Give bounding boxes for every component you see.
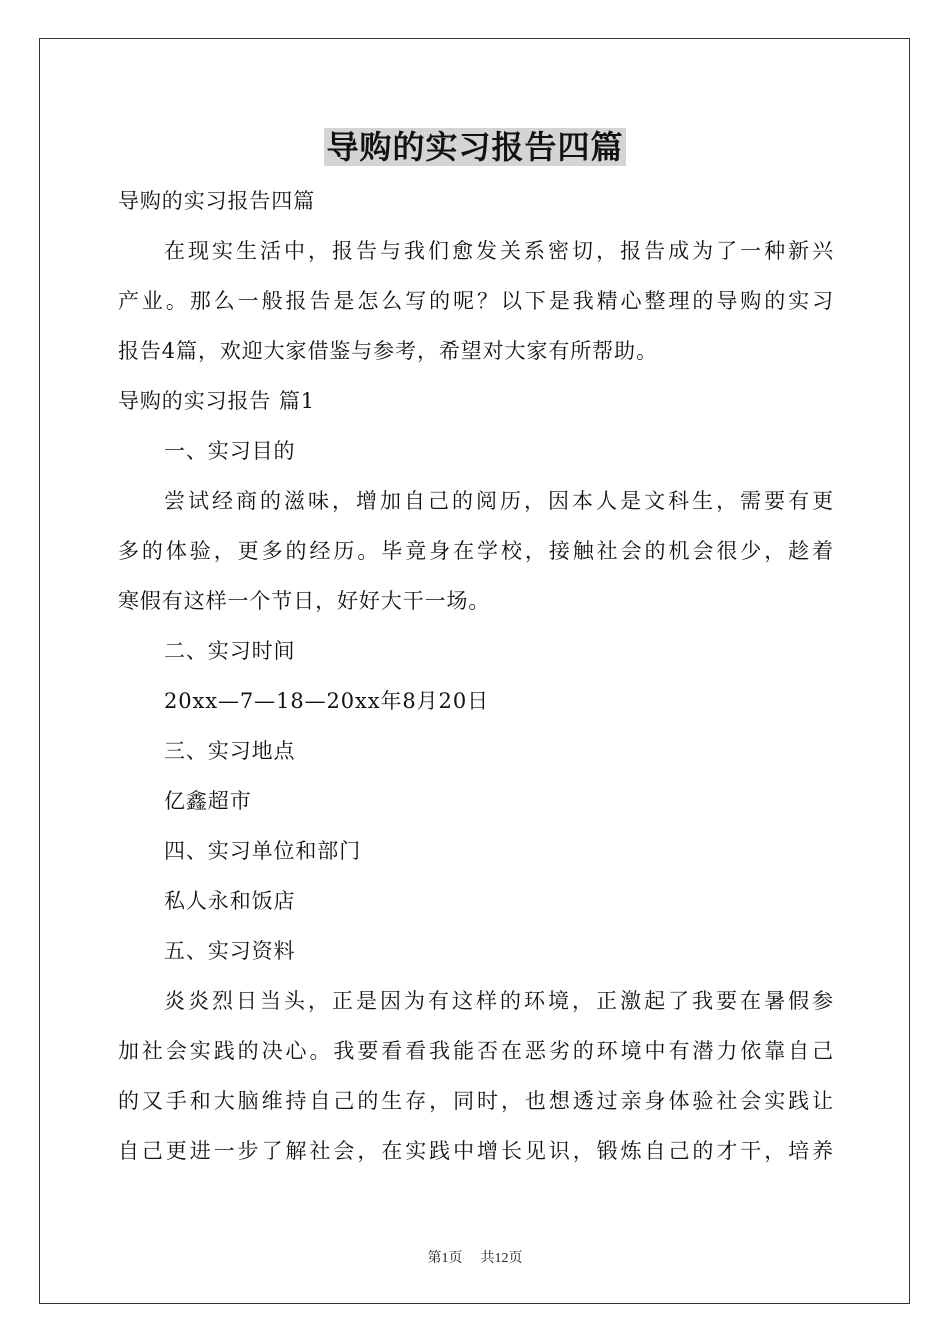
body-line: 在现实生活中，报告与我们愈发关系密切，报告成为了一种新兴 xyxy=(164,239,834,263)
body-line: 多的体验，更多的经历。毕竟身在学校，接触社会的机会很少，趁着 xyxy=(118,539,834,563)
document-body xyxy=(118,176,834,1176)
body-line: 20xx—7—18—20xx年8月20日 xyxy=(164,689,489,713)
body-line: 报告4篇，欢迎大家借鉴与参考，希望对大家有所帮助。 xyxy=(118,339,658,363)
body-line: 三、实习地点 xyxy=(164,739,296,763)
body-line: 尝试经商的滋味，增加自己的阅历，因本人是文科生，需要有更 xyxy=(164,489,834,513)
body-line: 四、实习单位和部门 xyxy=(164,839,362,863)
body-line: 自己更进一步了解社会，在实践中增长见识，锻炼自己的才干，培养 xyxy=(118,1139,834,1163)
body-line: 导购的实习报告 篇1 xyxy=(118,389,316,413)
body-line: 的又手和大脑维持自己的生存，同时，也想透过亲身体验社会实践让 xyxy=(118,1089,834,1113)
body-line: 一、实习目的 xyxy=(164,439,296,463)
body-line: 亿鑫超市 xyxy=(164,789,252,813)
body-line: 加社会实践的决心。我要看看我能否在恶劣的环境中有潜力依靠自己 xyxy=(118,1039,834,1063)
body-line: 产业。那么一般报告是怎么写的呢？以下是我精心整理的导购的实习 xyxy=(118,289,834,313)
total-pages: 共12页 xyxy=(480,1251,523,1266)
body-line: 寒假有这样一个节日，好好大干一场。 xyxy=(118,589,491,613)
body-line: 五、实习资料 xyxy=(164,939,296,963)
page-number: 第1页 xyxy=(427,1251,463,1266)
document-title-text: 导购的实习报告四篇 xyxy=(326,128,624,166)
body-line: 二、实习时间 xyxy=(164,639,296,663)
page-footer xyxy=(0,1247,950,1267)
document-title xyxy=(0,125,950,169)
body-line: 炎炎烈日当头，正是因为有这样的环境，正激起了我要在暑假参 xyxy=(164,989,834,1013)
body-line: 私人永和饭店 xyxy=(164,889,296,913)
body-line: 导购的实习报告四篇 xyxy=(118,189,316,213)
